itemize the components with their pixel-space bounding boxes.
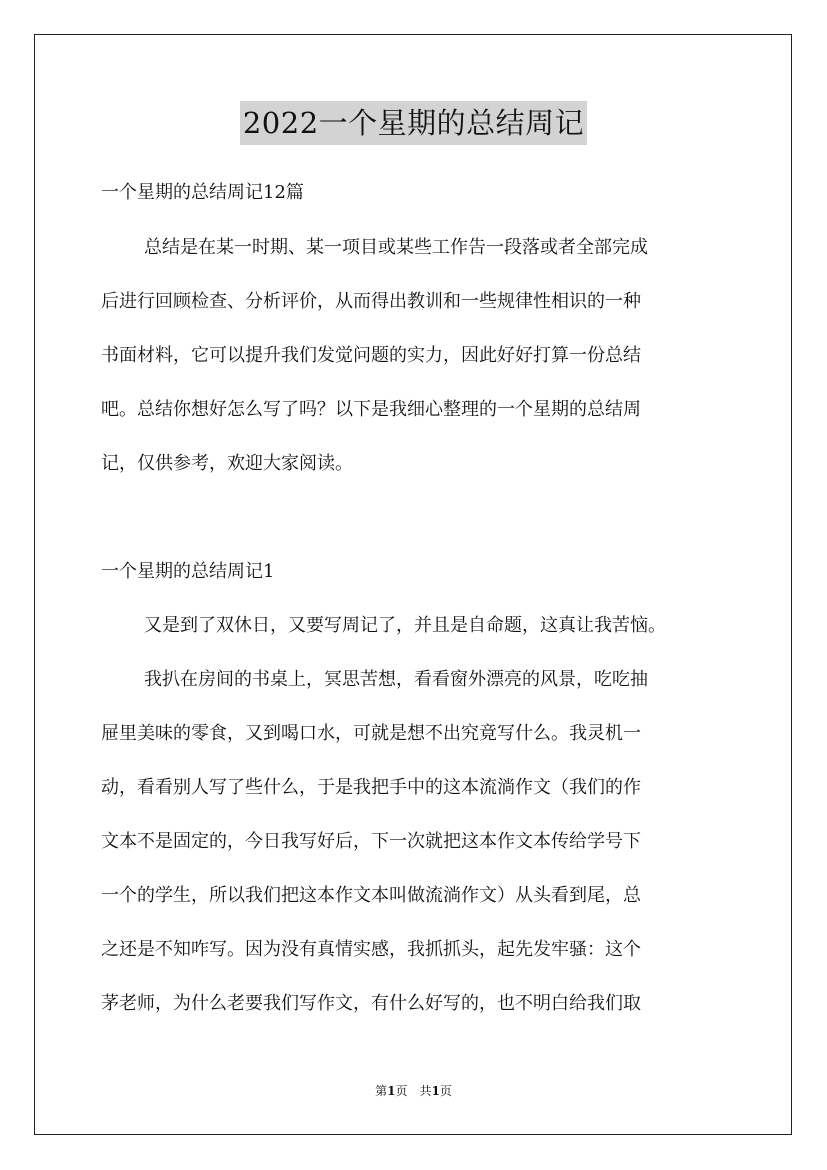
intro-line: 吧。总结你想好怎么写了吗？以下是我细心整理的一个星期的总结周: [101, 399, 641, 420]
paragraph-line: 屉里美味的零食，又到喝口水，可就是想不出究竟写什么。我灵机一: [101, 723, 641, 744]
intro-paragraph: [101, 221, 741, 491]
intro-line: 书面材料，它可以提升我们发觉问题的实力，因此好好打算一份总结: [101, 345, 641, 366]
intro-line: 后进行回顾检查、分析评价，从而得出教训和一些规律性相识的一种: [101, 291, 641, 312]
paragraph-line: 文本不是固定的，今日我写好后，下一次就把这本作文本传给学号下: [101, 831, 641, 852]
title-container: [0, 101, 827, 145]
page-suffix: 页: [439, 1084, 452, 1098]
paragraph-line: 茅老师，为什么老要我们写作文，有什么好写的，也不明白给我们取: [101, 993, 641, 1014]
paragraph-line: 动，看看别人写了些什么，于是我把手中的这本流淌作文（我们的作: [101, 777, 641, 798]
page-prefix: 第: [375, 1084, 388, 1098]
intro-line: 记，仅供参考，欢迎大家阅读。: [101, 453, 353, 474]
document-title: 2022一个星期的总结周记: [240, 101, 587, 145]
page-current: 1: [387, 1084, 396, 1098]
page-mid: 页 共: [395, 1084, 432, 1098]
body-paragraph-1: [101, 599, 741, 653]
document-subtitle: 一个星期的总结周记12篇: [101, 182, 304, 203]
page-footer: [0, 1083, 827, 1099]
paragraph-line: 一个的学生，所以我们把这本作文本叫做流淌作文）从头看到尾，总: [101, 885, 641, 906]
paragraph-line: 又是到了双休日，又要写周记了，并且是自命题，这真让我苦恼。: [144, 615, 666, 636]
intro-line: 总结是在某一时期、某一项目或某些工作告一段落或者全部完成: [144, 237, 648, 258]
paragraph-line: 之还是不知咋写。因为没有真情实感，我抓抓头，起先发牢骚：这个: [101, 939, 641, 960]
section-heading: 一个星期的总结周记1: [101, 561, 275, 582]
body-paragraph-2: [101, 653, 741, 1031]
page-total: 1: [431, 1084, 440, 1098]
paragraph-line: 我扒在房间的书桌上，冥思苦想，看看窗外漂亮的风景，吃吃抽: [144, 669, 648, 690]
